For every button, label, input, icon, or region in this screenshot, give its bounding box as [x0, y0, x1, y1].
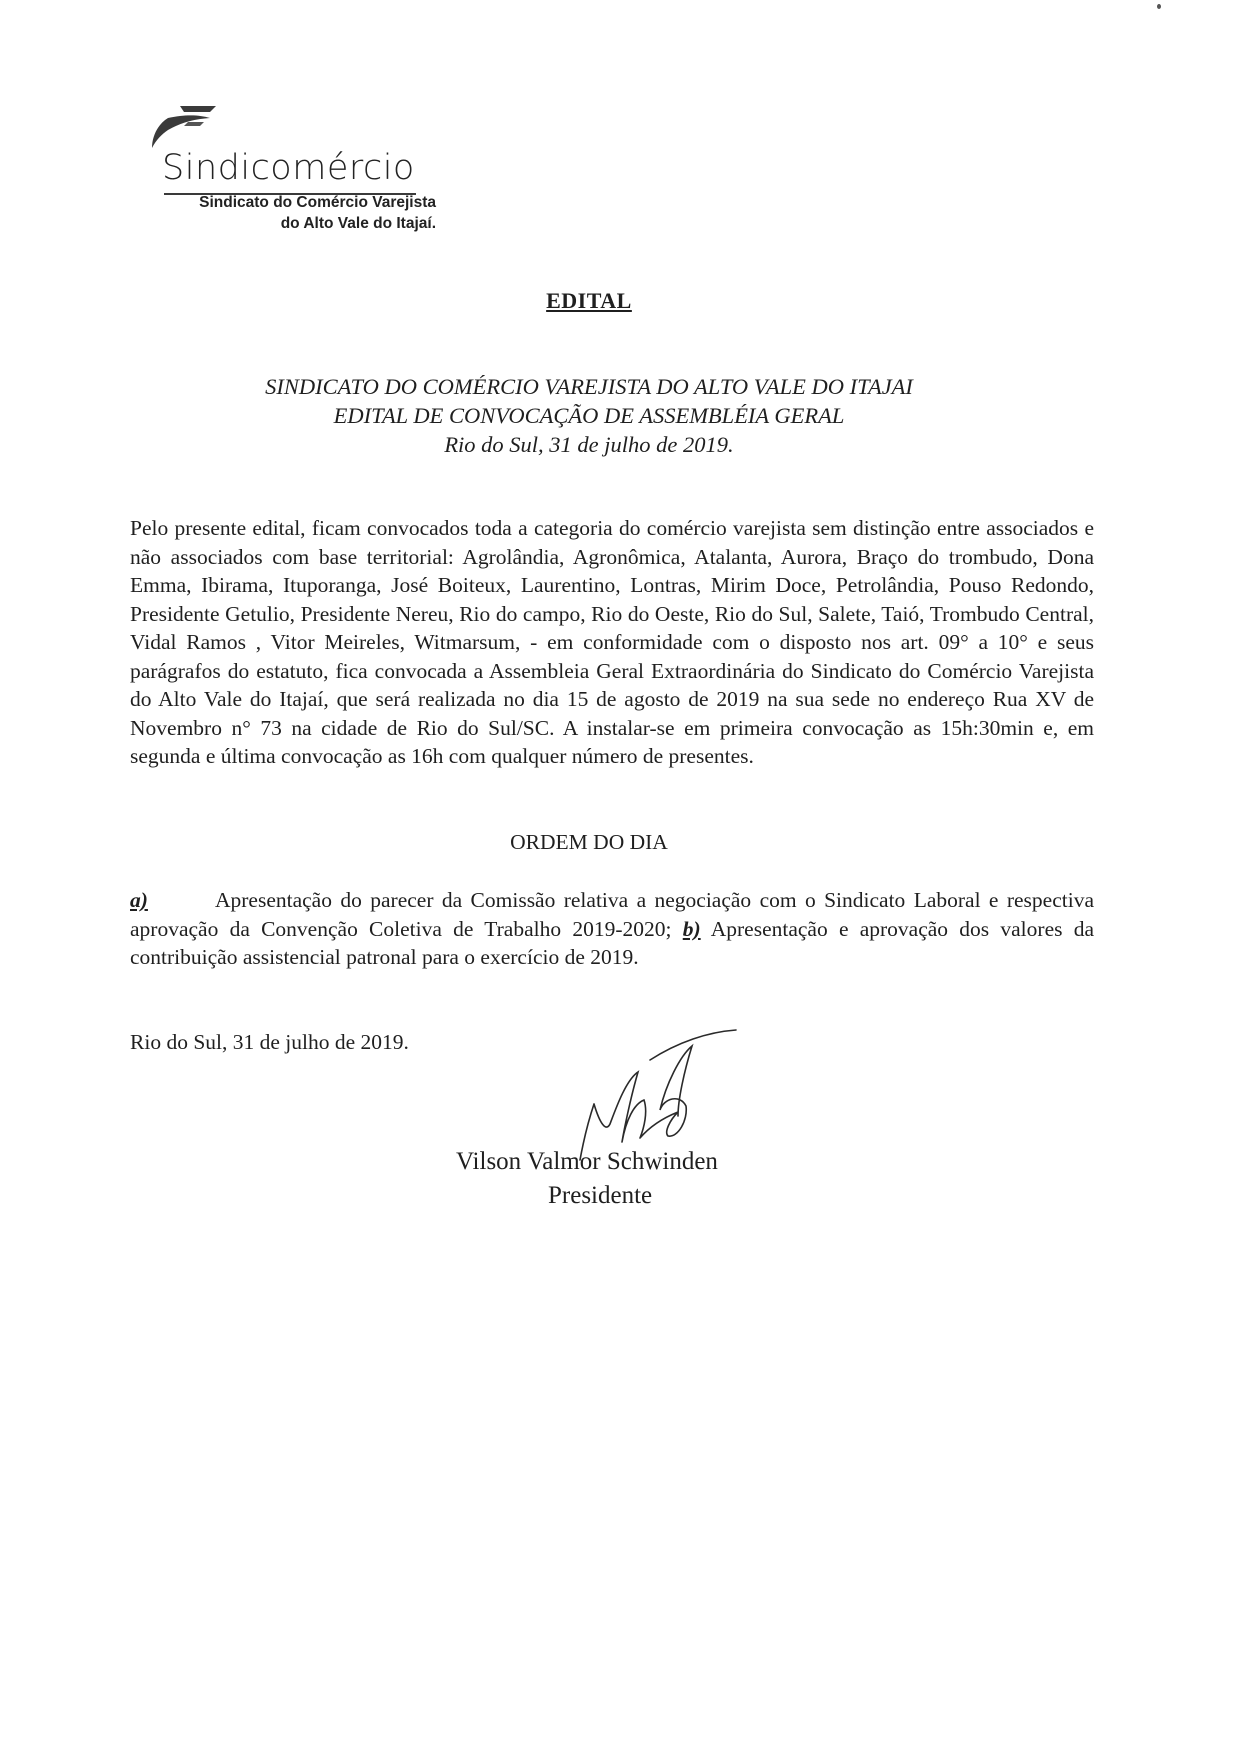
agenda-item-b-text: Apresentação e aprovação dos valores da contribuição assistencial patronal para o exercício de 2019. [130, 916, 1095, 969]
brand-subtitle [148, 192, 436, 234]
heading-notice-type: EDITAL DE CONVOCAÇÃO DE ASSEMBLÉIA GERAL [333, 403, 845, 428]
letterhead-logo [128, 104, 448, 234]
scan-speck [1157, 4, 1161, 9]
agenda-title: ORDEM DO DIA [510, 830, 668, 854]
agenda-item-a-marker: a) [130, 888, 148, 912]
document-title: EDITAL [546, 288, 632, 313]
heading-organization: SINDICATO DO COMÉRCIO VAREJISTA DO ALTO VALE DO ITAJAI [265, 374, 913, 399]
convocation-paragraph: Pelo presente edital, ficam convocados toda a categoria do comércio varejista sem distinção entre associados e não associados com base territorial: Agrolândia, Agronômica, Atalanta, Aurora, Braço do trombudo, Dona Emma, Ibirama, Ituporanga, José Boiteux, Laurentino, Lontras, Mirim Doce, Petrolândia, Pouso Redondo, Presidente Getulio, Presidente Nereu, Rio do campo, Rio do Oeste, Rio do Sul, Salete, Taió, Trombudo Central, Vidal Ramos , Vitor Meireles, Witmarsum, - em conformidade com o disposto nos art. 09° a 10° e seus parágrafos do estatuto, fica convocada a Assembleia Geral Extraordinária do Sindicato do Comércio Varejista do Alto Vale do Itajaí, que será realizada no dia 15 de agosto de 2019 na sua sede no endereço Rua XV de Novembro n° 73 na cidade de Rio do Sul/SC. A instalar-se em primeira convocação as 15h:30min e, em segunda e última convocação as 16h com qualquer número de presentes. [130, 516, 1094, 768]
brand-subtitle-line-1: Sindicato do Comércio Varejista [199, 194, 436, 211]
closing-date: Rio do Sul, 31 de julho de 2019. [130, 1030, 409, 1054]
brand-name: Sindicomércio [162, 148, 415, 188]
signatory-name: Vilson Valmor Schwinden [456, 1148, 718, 1175]
agenda-item-a-text: Apresentação do parecer da Comissão relativa a negociação com o Sindicato Laboral e respectiva aprovação da Convenção Coletiva de Trabalho 2019-2020; [130, 888, 1094, 941]
heading-date: Rio do Sul, 31 de julho de 2019. [444, 432, 734, 457]
agenda-items [130, 886, 1094, 972]
agenda-item-b-marker: b) [682, 916, 701, 941]
document-heading [0, 372, 1178, 459]
brand-subtitle-line-2: do Alto Vale do Itajaí. [280, 215, 436, 232]
signatory-role: Presidente [548, 1182, 653, 1209]
